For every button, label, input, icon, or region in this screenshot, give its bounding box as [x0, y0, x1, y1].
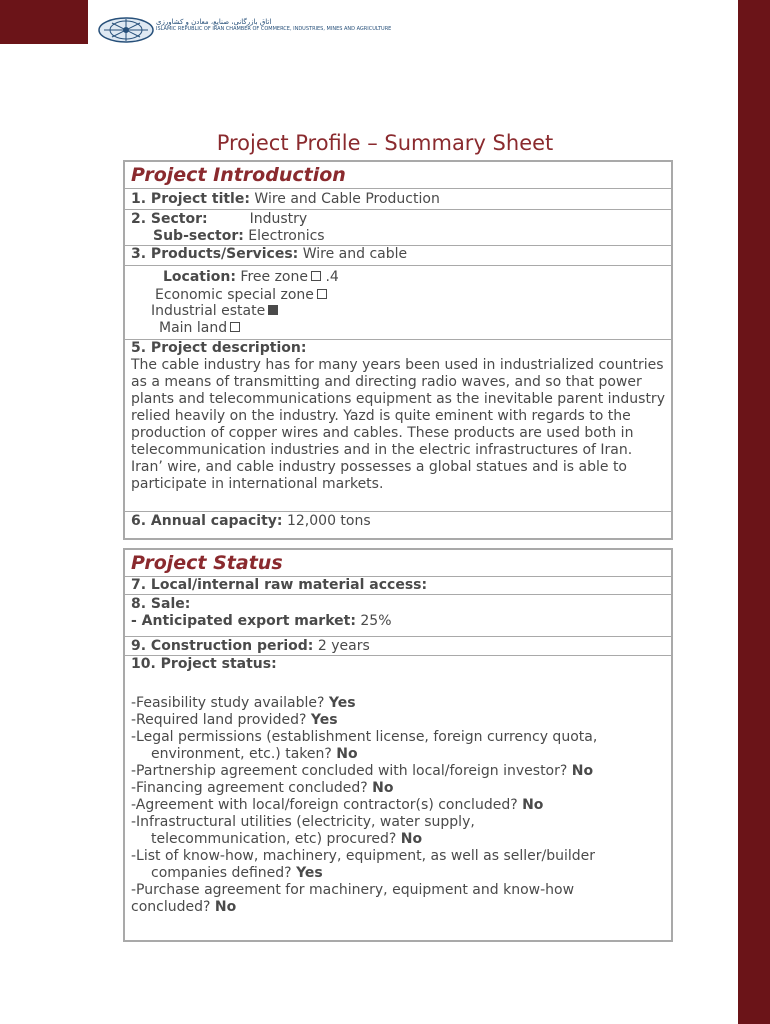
- chamber-logo: [98, 16, 392, 44]
- project-title-label: 1. Project title:: [131, 191, 250, 207]
- status-list: [131, 695, 665, 916]
- subsector-label: Sub-sector:: [153, 228, 244, 244]
- location-number: .4: [325, 269, 339, 285]
- location-main-land: [159, 320, 240, 337]
- project-status-heading: Project Status: [125, 550, 671, 577]
- main-land-checkbox[interactable]: [230, 322, 240, 332]
- list-item: -Required land provided? Yes: [131, 712, 338, 728]
- sector-label: 2. Sector:: [131, 211, 208, 227]
- sector-row: [125, 210, 671, 246]
- export-label: - Anticipated export market:: [131, 613, 356, 629]
- list-item: -Financing agreement concluded? No: [131, 780, 394, 796]
- project-status-row: [125, 656, 671, 916]
- construction-value: 2 years: [317, 638, 370, 654]
- sale-row: [125, 595, 671, 637]
- location-label: Location:: [163, 269, 236, 285]
- products-value: Wire and cable: [302, 246, 408, 262]
- location-industrial-estate: [151, 303, 278, 320]
- main-land-label: Main land: [159, 320, 228, 336]
- page-title: Project Profile – Summary Sheet: [216, 131, 554, 155]
- project-title-row: [125, 189, 671, 210]
- construction-row: [125, 637, 671, 656]
- economic-zone-label: Economic special zone: [155, 287, 314, 303]
- logo-text-en: ISLAMIC REPUBLIC OF IRAN CHAMBER OF COMMERCE, INDUSTRIES, MINES AND AGRICULTURE: [156, 26, 392, 32]
- capacity-value: 12,000 tons: [286, 513, 371, 529]
- export-value: 25%: [360, 613, 392, 629]
- subsector-value: Electronics: [248, 228, 325, 244]
- list-item: -Legal permissions (establishment license, foreign currency quota, environment, etc.) taken? No: [131, 729, 598, 762]
- location-economic-zone: [155, 287, 327, 304]
- description-row: [125, 340, 671, 512]
- list-item: -Agreement with local/foreign contractor(s) concluded? No: [131, 797, 544, 813]
- location-free-zone: [163, 269, 339, 286]
- products-label: 3. Products/Services:: [131, 246, 299, 262]
- construction-label: 9. Construction period:: [131, 638, 314, 654]
- description-label: 5. Project description:: [131, 340, 307, 356]
- project-title-value: Wire and Cable Production: [254, 191, 440, 207]
- project-status-table: [123, 548, 673, 942]
- raw-material-row: [125, 577, 671, 595]
- economic-zone-checkbox[interactable]: [317, 289, 327, 299]
- capacity-label: 6. Annual capacity:: [131, 513, 283, 529]
- capacity-row: [125, 512, 671, 534]
- project-status-label: 10. Project status:: [131, 656, 277, 672]
- list-item: -Purchase agreement for machinery, equipment and know-how concluded? No: [131, 882, 575, 915]
- sale-label: 8. Sale:: [131, 596, 191, 612]
- sector-value: Industry: [249, 211, 308, 227]
- free-zone-checkbox[interactable]: [311, 271, 321, 281]
- project-introduction-table: [123, 160, 673, 540]
- raw-material-label: 7. Local/internal raw material access:: [131, 577, 428, 593]
- list-item: -Partnership agreement concluded with local/foreign investor? No: [131, 763, 594, 779]
- logo-text: [156, 18, 392, 32]
- products-row: [125, 246, 671, 266]
- industrial-estate-label: Industrial estate: [151, 303, 266, 319]
- list-item: -Feasibility study available? Yes: [131, 695, 356, 711]
- list-item: -List of know-how, machinery, equipment, as well as seller/builder companies defined? Yes: [131, 848, 596, 881]
- header-corner-bar: [0, 0, 88, 44]
- description-text: The cable industry has for many years been used in industrialized countries as a means of transmitting and directing radio waves, and so that power plants and telecommunications equipment as the inevitable parent industry relied heavily on the industry. Yazd is quite eminent with regards to the production of copper wires and cables. These products are used both in telecommunication industries and in the electric infrastructures of Iran. Iran’ wire, and cable industry possesses a global statues and is able to participate in international markets.: [131, 357, 665, 492]
- globe-logo-icon: [98, 16, 154, 44]
- location-row: [125, 266, 671, 340]
- industrial-estate-checkbox[interactable]: [268, 305, 278, 315]
- logo-text-fa: اتاق بازرگانی، صنایع، معادن و کشاورزی: [156, 18, 272, 26]
- project-introduction-heading: Project Introduction: [125, 162, 671, 189]
- free-zone-label: Free zone: [240, 269, 308, 285]
- list-item: -Infrastructural utilities (electricity, water supply, telecommunication, etc) procured? No: [131, 814, 475, 847]
